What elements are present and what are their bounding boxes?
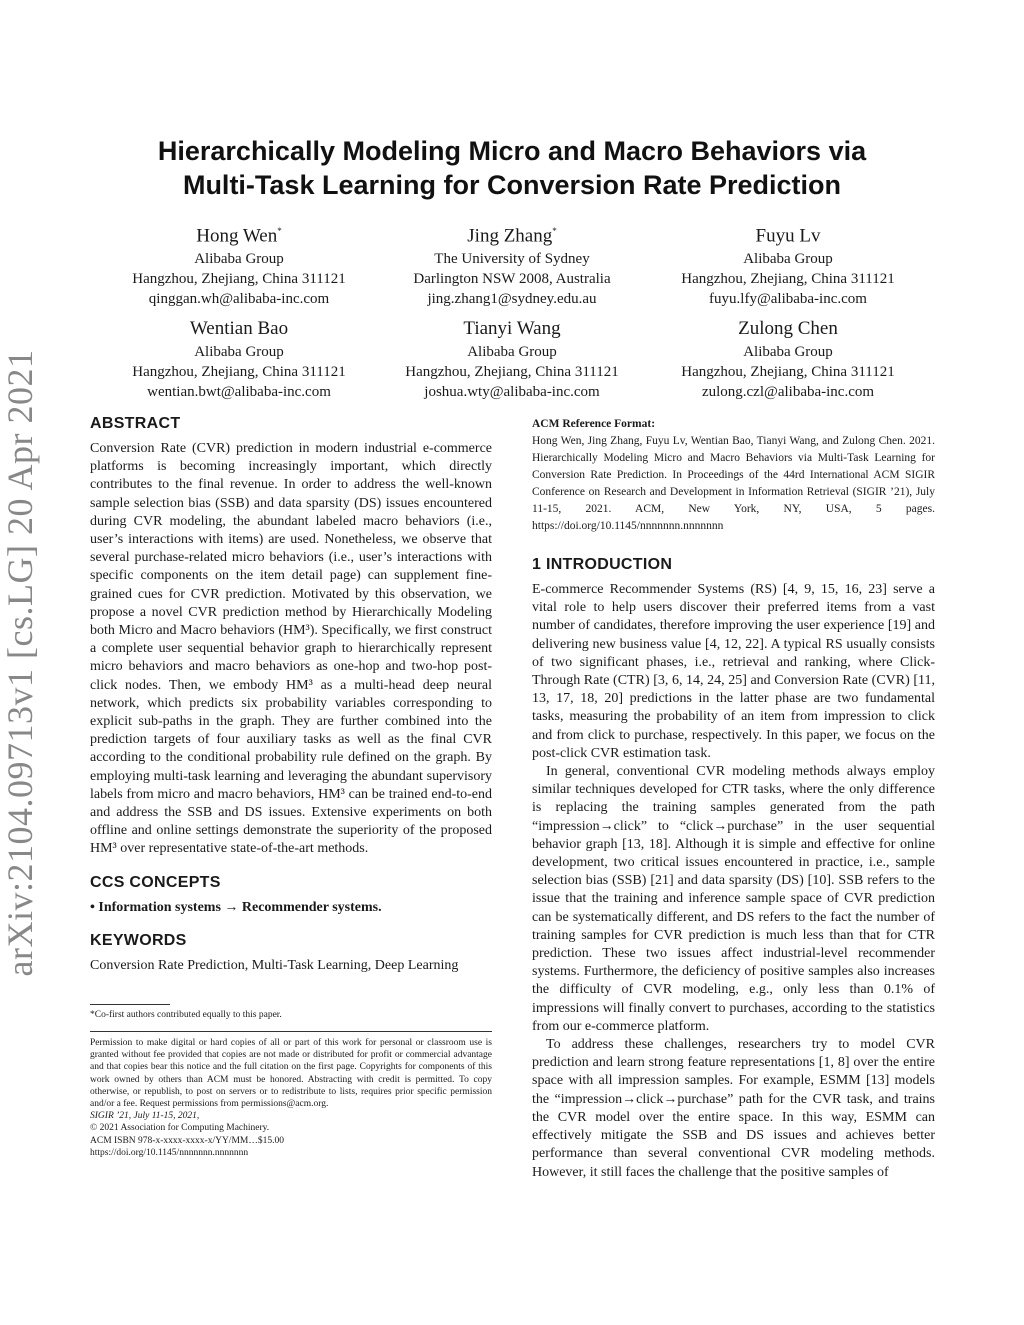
acm-reference-text: Hong Wen, Jing Zhang, Fuyu Lv, Wentian Bao, Tianyi Wang, and Zulong Chen. 2021. Hierarchically Modeling Micro and Macro Behaviors via Multi-Task Learning for Conversion Rate Prediction. In Proceedings of the 44rd International ACM SIGIR Conference on Research and Development in Information Retrieval (SIGIR ’21), July 11-15, 2021. ACM, New York, NY, USA, 5 pages. https://doi.org/10.1145/nnnnnnn.nnnnnnn [532, 435, 935, 532]
footnote: *Co-first authors contributed equally to this paper. [90, 1010, 282, 1020]
title-line-1: Hierarchically Modeling Micro and Macro Behaviors via [157, 136, 867, 166]
author-block [94, 316, 384, 402]
right-column [532, 416, 935, 1182]
author-block [94, 218, 384, 309]
abstract-heading: ABSTRACT [90, 415, 181, 432]
left-column [90, 414, 492, 975]
keywords-heading: KEYWORDS [90, 931, 187, 949]
author-location: Hangzhou, Zhejiang, China 311121 [132, 364, 346, 380]
author-location: Hangzhou, Zhejiang, China 311121 [405, 364, 619, 380]
author-affiliation: The University of Sydney [434, 251, 590, 268]
author-name: Jing Zhang [467, 225, 553, 247]
venue-text: SIGIR ’21, July 11-15, 2021, [90, 1111, 200, 1122]
title-line-2: Multi-Task Learning for Conversion Rate Prediction [182, 170, 842, 200]
author-email[interactable]: jing.zhang1@sydney.edu.au [427, 291, 597, 308]
paper-title [100, 134, 924, 202]
author-location: Darlington NSW 2008, Australia [413, 271, 611, 288]
author-name: Wentian Bao [189, 318, 289, 339]
author-name: Hong Wen [196, 225, 278, 247]
author-block [367, 316, 657, 402]
copyright-text: © 2021 Association for Computing Machinery. [90, 1123, 270, 1134]
author-name: Tianyi Wang [463, 318, 561, 339]
isbn-text: ACM ISBN 978-x-xxxx-xxxx-x/YY/MM…$15.00 [90, 1135, 284, 1146]
intro-paragraph-1: E-commerce Recommender Systems (RS) [4, 9, 15, 16, 23] serve a vital role to help users discover their preferred items from a vast number of candidates, therefore improving the user experience [19] and delivering new business value [4, 12, 22]. A typical RS usually consists of two significant phases, i.e., retrieval and ranking, where Click-Through Rate (CTR) [3, 6, 14, 24, 25] and Conversion Rate (CVR) [11, 13, 17, 18, 20] predictions in the latter phase are two fundamental tasks, measuring the probability of an item from impression to click and from click to purchase, respectively. In this paper, we focus on the post-click CVR estimation task. [532, 582, 935, 761]
introduction-heading: 1 INTRODUCTION [532, 556, 673, 573]
author-email[interactable]: qinggan.wh@alibaba-inc.com [148, 291, 330, 308]
author-affiliation: Alibaba Group [194, 344, 284, 360]
author-affiliation: Alibaba Group [194, 251, 284, 268]
acm-reference-heading: ACM Reference Format: [532, 418, 656, 430]
author-affiliation: Alibaba Group [743, 344, 833, 360]
author-affiliation: Alibaba Group [743, 251, 833, 268]
author-block [643, 316, 933, 402]
author-name: Fuyu Lv [755, 225, 821, 247]
author-email[interactable]: wentian.bwt@alibaba-inc.com [147, 384, 331, 400]
keywords-text: Conversion Rate Prediction, Multi-Task Learning, Deep Learning [90, 957, 459, 973]
author-mark: * [552, 226, 557, 236]
author-block [643, 218, 933, 309]
author-email[interactable]: zulong.czl@alibaba-inc.com [701, 384, 875, 400]
abstract-text: Conversion Rate (CVR) prediction in modern industrial e-commerce platforms is becoming increasingly important, which directly contributes to the final revenue. In order to address the well-known sample selection bias (SSB) and data sparsity (DS) issues encountered during CVR modeling, the abundant labeled macro behaviors (i.e., user’s interactions with items) are used. Nonetheless, we observe that several purchase-related micro behaviors (i.e., user’s interactions with specific components on the item detail page) can supplement fine-grained cues for CVR prediction. Motivated by this observation, we propose a novel CVR prediction method by Hierarchically Modeling both Micro and Macro behaviors (HM³). Specifically, we first construct a complete user sequential behavior graph to hierarchically represent micro behaviors and macro behaviors as one-hop and two-hop post-click nodes. Then, we embody HM³ as a multi-head deep neural network, which predicts six probability variables corresponding to explicit sub-paths in the graph. They are further combined into the prediction targets of four auxiliary tasks as well as the final CVR according to the conditional probability rule defined on the graph. By employing multi-task learning and leveraging the abundant supervisory labels from micro and macro behaviors, HM³ can be trained end-to-end and address the SSB and DS issues. Extensive experiments on both offline and online settings demonstrate the superiority of the proposed HM³ over representative state-of-the-art methods. [90, 441, 492, 857]
author-location: Hangzhou, Zhejiang, China 311121 [681, 364, 895, 380]
arxiv-identifier: arXiv:2104.09713v1 [cs.LG] 20 Apr 2021 [0, 349, 40, 977]
permission-block [90, 1037, 492, 1159]
author-location: Hangzhou, Zhejiang, China 311121 [681, 271, 895, 288]
intro-paragraph-2: In general, conventional CVR modeling methods always employ similar techniques developed for CTR tasks, where the only difference is replacing the training samples generated from the path “impression→click” to “click→purchase” in the user sequential behavior graph [13, 18]. Although it is simple and effective for online development, two critical issues encountered in practice, i.e., sample selection bias (SSB) [21] and data sparsity (DS) [10]. SSB refers to the issue that the training and inference sample space of CVR prediction can be systematically different, and DS refers to the fact the number of training samples for CVR prediction is much less than that for CTR prediction. These two issues affect industrial-level recommender systems. Furthermore, the deficiency of positive samples also increases the difficulty of CVR modeling, e.g., only less than 0.1% of impressions will finally convert to purchases, according to the statistics from our e-commerce platform. [532, 764, 935, 1034]
author-mark: * [277, 226, 282, 236]
author-affiliation: Alibaba Group [467, 344, 557, 360]
author-email[interactable]: joshua.wty@alibaba-inc.com [424, 384, 600, 400]
author-block [367, 218, 657, 309]
doi-link[interactable]: https://doi.org/10.1145/nnnnnnn.nnnnnnn [90, 1147, 249, 1158]
author-email[interactable]: fuyu.lfy@alibaba-inc.com [709, 291, 867, 308]
ccs-heading: CCS CONCEPTS [90, 873, 221, 891]
intro-paragraph-3: To address these challenges, researchers try to model CVR prediction and learn strong feature representations [1, 8] over the entire space with all impression samples. For example, ESMM [13] models the “impression→click→purchase” path for the CVR task, and trains the CVR model over the entire space. In this way, ESMM can effectively mitigate the SSB and DS issues and achieves better performance than several conventional CVR modeling methods. However, it still faces the challenge that the positive samples of [532, 1037, 935, 1180]
ccs-text: • Information systems → Recommender systems. [90, 899, 382, 915]
permission-text: Permission to make digital or hard copies of all or part of this work for personal or classroom use is granted without fee provided that copies are not made or distributed for profit or commercial advantage and that copies bear this notice and the full citation on the first page. Copyrights for components of this work owned by others than ACM must be honored. Abstracting with credit is permitted. To copy otherwise, or republish, to post on servers or to redistribute to lists, requires prior specific permission and/or a fee. Request permissions from permissions@acm.org. [90, 1038, 492, 1110]
author-name: Zulong Chen [738, 318, 838, 339]
permission-rule [90, 1031, 492, 1032]
footnote-rule [90, 1004, 170, 1005]
author-location: Hangzhou, Zhejiang, China 311121 [132, 271, 346, 288]
